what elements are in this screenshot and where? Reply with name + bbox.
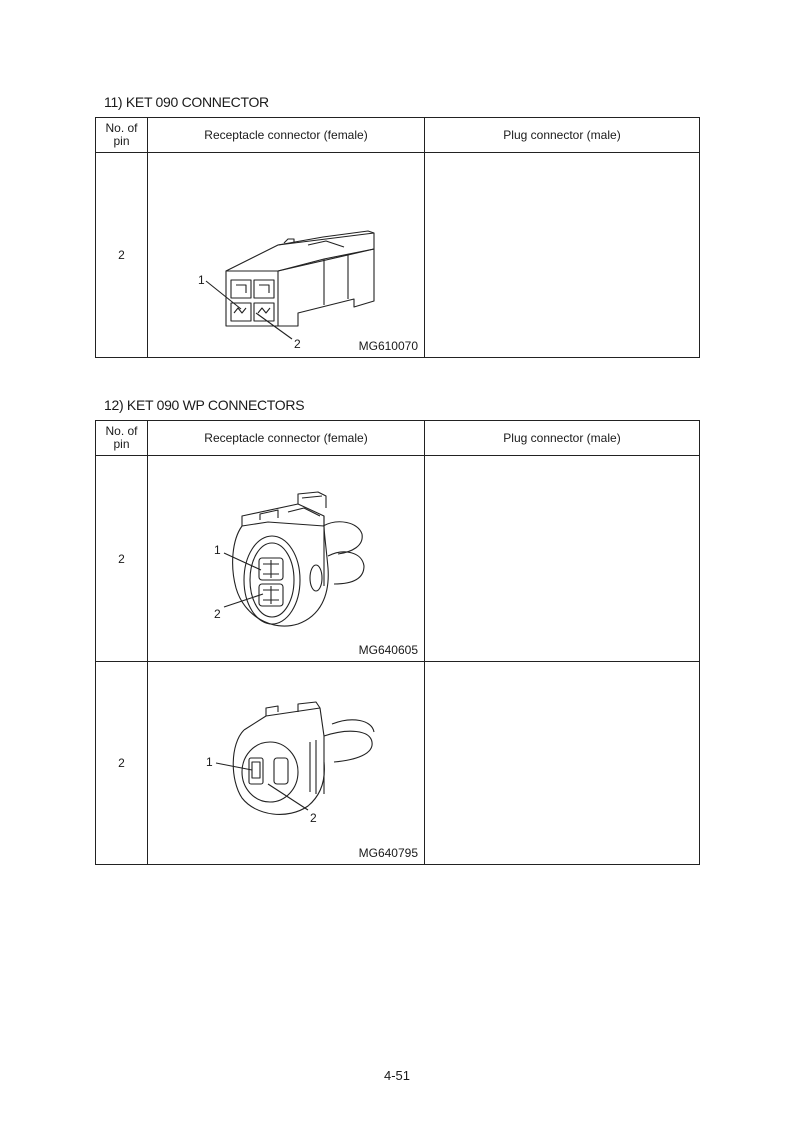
section-title-ket-090-wp: 12) KET 090 WP CONNECTORS [104,397,305,413]
ket-090-wp-receptacle-drawing-2 [148,662,424,865]
table-row [96,456,700,662]
receptacle-figure-cell [148,153,425,358]
receptacle-figure-cell [148,662,425,865]
callout-2: 2 [214,607,221,621]
plug-figure-cell [425,662,700,865]
figure-code: MG640795 [358,846,418,860]
table-row [96,662,700,865]
header-no-of-pin: No. of pin [96,118,148,153]
callout-1: 1 [206,755,213,769]
receptacle-figure-cell [148,456,425,662]
connector-table-ket-090 [95,117,700,358]
section-title-ket-090: 11) KET 090 CONNECTOR [104,94,269,110]
table-row [96,153,700,358]
connector-table-ket-090-wp [95,420,700,865]
plug-figure-cell [425,153,700,358]
header-receptacle: Receptacle connector (female) [148,421,425,456]
header-no-of-pin: No. of pin [96,421,148,456]
pin-count: 2 [96,456,148,662]
callout-1: 1 [198,273,205,287]
pin-count: 2 [96,662,148,865]
figure-code: MG640605 [358,643,418,657]
figure-code: MG610070 [358,339,418,353]
pin-count: 2 [96,153,148,358]
header-receptacle: Receptacle connector (female) [148,118,425,153]
callout-1: 1 [214,543,221,557]
page-number: 4-51 [383,1068,411,1083]
ket-090-receptacle-drawing [148,153,424,358]
header-plug: Plug connector (male) [425,421,700,456]
plug-figure-cell [425,456,700,662]
table-header-row [96,118,700,153]
table-header-row [96,421,700,456]
callout-2: 2 [294,337,301,351]
ket-090-wp-receptacle-drawing [148,456,424,662]
callout-2: 2 [310,811,317,825]
header-plug: Plug connector (male) [425,118,700,153]
